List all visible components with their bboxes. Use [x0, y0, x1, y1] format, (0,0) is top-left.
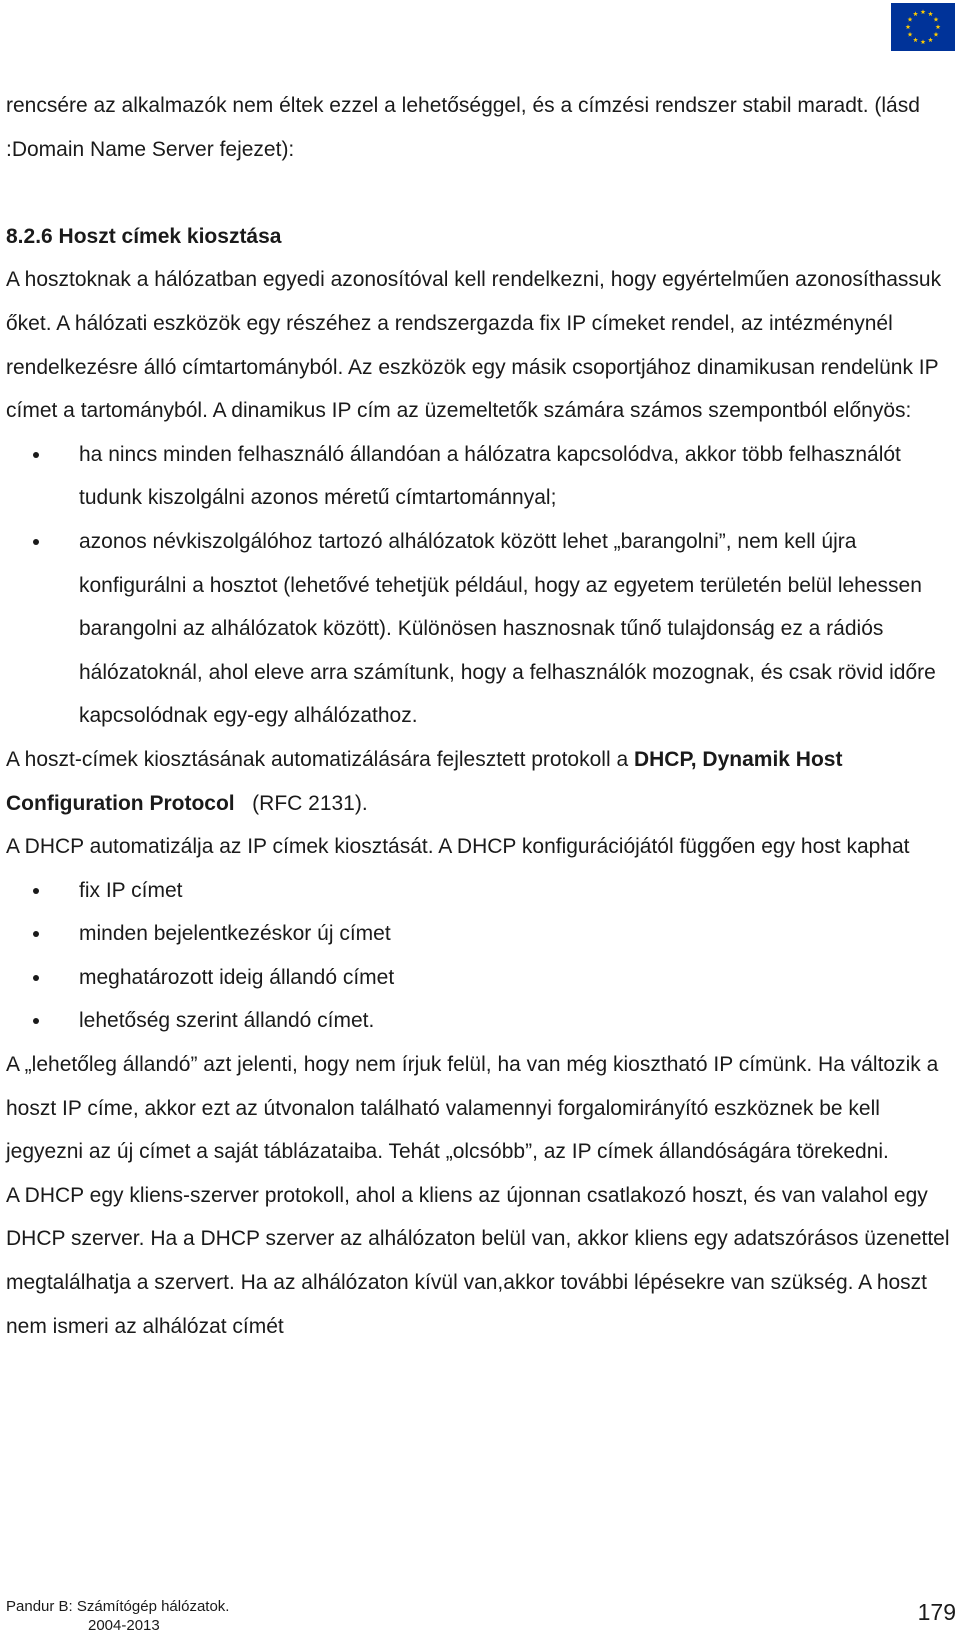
address-options-list: [6, 869, 952, 1043]
paragraph-dhcp-protocol: A hoszt-címek kiosztásának automatizálására fejlesztett protokoll a DHCP, Dynamik Host Configuration Protocol (RFC 2131).: [6, 747, 843, 815]
list-item: fix IP címet: [6, 869, 952, 913]
eu-flag-icon: [891, 3, 955, 51]
bullet-icon: [33, 452, 39, 458]
paragraph-dhcp-automation: A DHCP automatizálja az IP címek kiosztását. A DHCP konfigurációjától függően egy host kaphat: [6, 835, 910, 859]
list-item: meghatározott ideig állandó címet: [6, 956, 952, 1000]
footer-years: 2004-2013: [88, 1617, 160, 1634]
footer-source: [6, 1597, 229, 1635]
paragraph-client-server: A DHCP egy kliens-szerver protokoll, ahol a kliens az újonnan csatlakozó hoszt, és van valahol egy DHCP szerver. Ha a DHCP szerver az alhálózaton belül van, akkor kliens egy adatszórásos üzenettel megtalálhatja a szervert. Ha az alhálózaton kívül van,akkor további lépésekre van szükség. A hoszt nem ismeri az alhálózat címét: [6, 1183, 950, 1338]
bullet-icon: [33, 975, 39, 981]
dhcp-term: DHCP, Dynamik Host Configuration Protocol: [6, 747, 843, 815]
paragraph-dynamic-ip: A hosztoknak a hálózatban egyedi azonosítóval kell rendelkezni, hogy egyértelműen azonosíthassuk őket. A hálózati eszközök egy részéhez a rendszergazda fix IP címeket rendel, az intézménynél rendelkezésre álló címtartományból. Az eszközök egy másik csoportjához dinamikusan rendelünk IP címet a tartományból. A dinamikus IP cím az üzemeltetők számára számos szempontból előnyös:: [6, 268, 942, 423]
paragraph-permanent-address: A „lehetőleg állandó” azt jelenti, hogy nem írjuk felül, ha van még kiosztható IP címünk. Ha változik a hoszt IP címe, akkor ezt az útvonalon található valamennyi forgalomirányító eszköznek be kell jegyezni az új címet a saját táblázataiba. Tehát „olcsóbb”, az IP címek állandóságára törekedni.: [6, 1053, 939, 1164]
list-item: azonos névkiszolgálóhoz tartozó alhálózatok között lehet „barangolni”, nem kell újra konfigurálni a hosztot (lehetővé tehetjük például, hogy az egyetem területén belül lehessen barangolni az alhálózatok között). Különösen hasznosnak tűnő tulajdonság ez a rádiós hálózatoknál, ahol eleve arra számítunk, hogy a felhasználók mozognak, és csak rövid időre kapcsolódnak egy-egy alhálózathoz.: [6, 520, 952, 738]
bullet-icon: [33, 888, 39, 894]
advantages-list: [6, 433, 952, 738]
footer-title: Pandur B: Számítógép hálózatok.: [6, 1598, 230, 1615]
bullet-icon: [33, 539, 39, 545]
list-item: minden bejelentkezéskor új címet: [6, 912, 952, 956]
bullet-icon: [33, 931, 39, 937]
page-content: [6, 84, 952, 1348]
section-heading: 8.2.6 Hoszt címek kiosztása: [6, 224, 282, 248]
list-item: ha nincs minden felhasználó állandóan a hálózatra kapcsolódva, akkor több felhasználót tudunk kiszolgálni azonos méretű címtartománnyal;: [6, 433, 952, 520]
intro-paragraph: rencsére az alkalmazók nem éltek ezzel a lehetőséggel, és a címzési rendszer stabil maradt. (lásd :Domain Name Server fejezet):: [6, 94, 920, 161]
list-item: lehetőség szerint állandó címet.: [6, 999, 952, 1043]
page-number: 179: [917, 1599, 956, 1625]
bullet-icon: [33, 1018, 39, 1024]
